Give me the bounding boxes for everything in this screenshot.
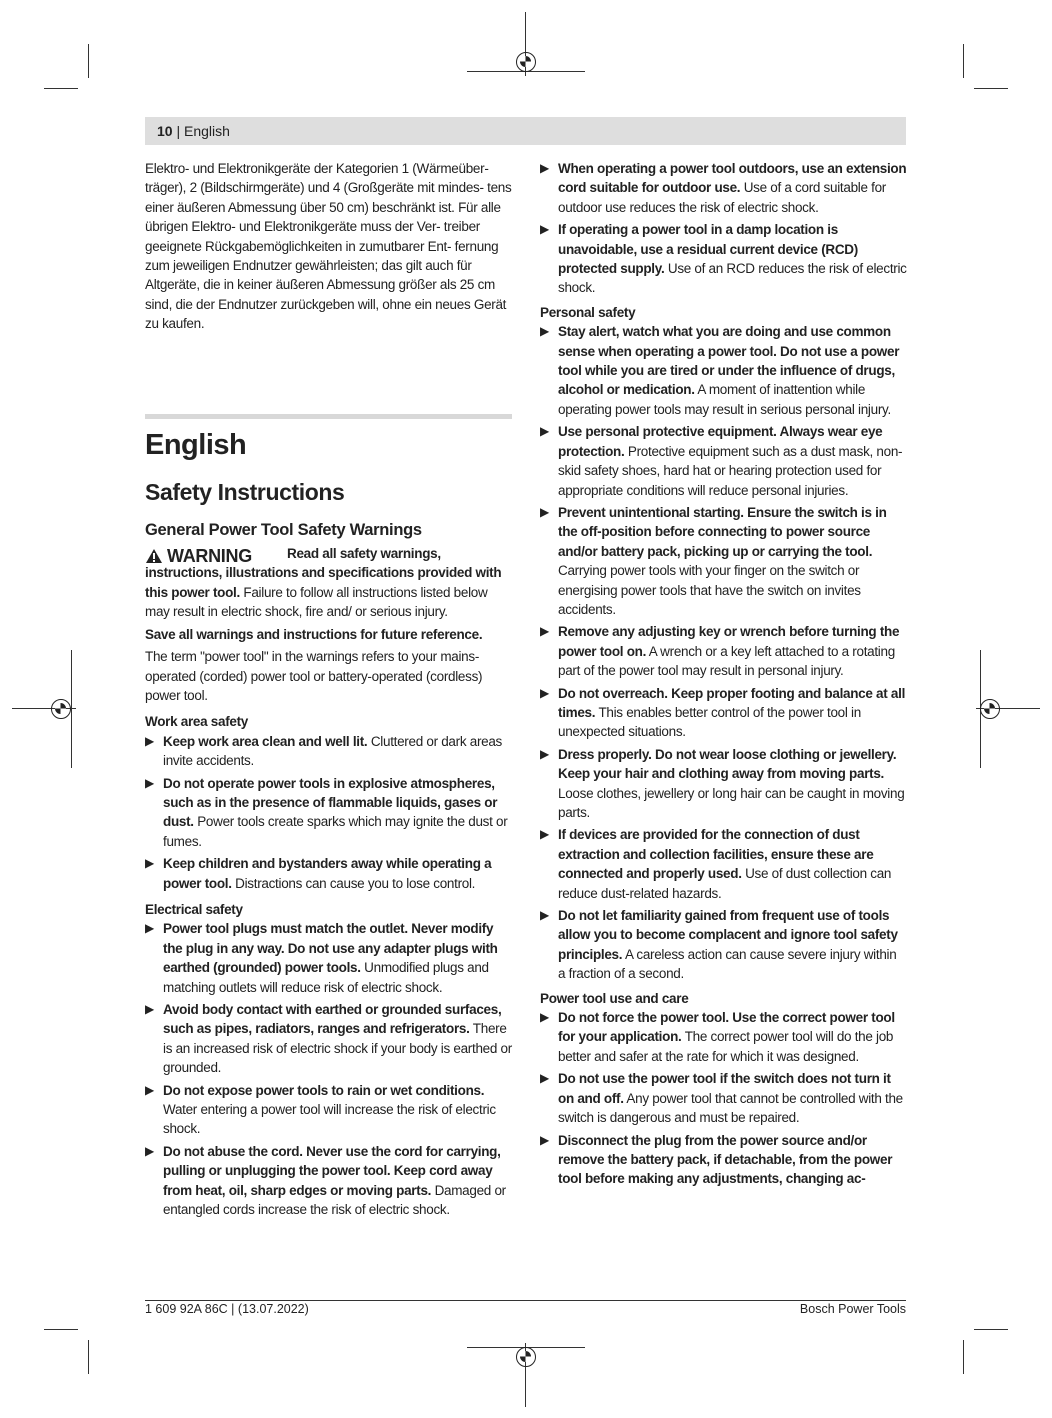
list-item: ▶ If operating a power tool in a damp location is unavoidable, use a residual current device (RCD) protected supply. Use of an RCD reduces the risk of electric shock. <box>540 222 907 296</box>
crop-mark <box>88 44 89 78</box>
footer-brand: Bosch Power Tools <box>799 1302 906 1316</box>
bullet-arrow-icon: ▶ <box>540 161 549 175</box>
bullet-arrow-icon: ▶ <box>540 827 549 842</box>
work-area-list <box>145 732 512 893</box>
right-column <box>540 159 907 1192</box>
subsection-title: General Power Tool Safety Warnings <box>145 520 422 539</box>
save-note: Save all warnings and instructions for future reference. <box>145 626 483 642</box>
list-item: ▶ Remove any adjusting key or wrench before turning the power tool on. A wrench or a key left attached to a rotating part of the power tool may result in personal injury. <box>540 624 900 679</box>
power-tool-use-heading: Power tool use and care <box>540 990 689 1006</box>
registration-icon <box>980 699 1000 719</box>
section-title: Safety Instructions <box>145 478 345 505</box>
list-item: ▶ Keep work area clean and well lit. Cluttered or dark areas invite accidents. <box>145 733 503 769</box>
list-item: ▶ Keep children and bystanders away while operating a power tool. Distractions can cause you to lose control. <box>145 856 492 891</box>
section-divider <box>145 414 512 419</box>
crop-mark <box>71 650 72 768</box>
header-language: English <box>184 123 230 139</box>
footer-doc-id: 1 609 92A 86C | (13.07.2022) <box>145 1302 309 1316</box>
bullet-arrow-icon: ▶ <box>540 222 549 237</box>
list-item: ▶ Do not use the power tool if the switch does not turn it on and off. Any power tool that cannot be controlled with the switch is dangerous and must be repaired. <box>540 1071 903 1126</box>
work-area-heading: Work area safety <box>145 714 249 730</box>
list-item: ▶ Do not operate power tools in explosive atmospheres, such as in the presence of flammable liquids, gases or dust. Power tools create sparks which may ignite the dust or fumes. <box>145 775 508 849</box>
list-item: ▶ When operating a power tool outdoors, use an extension cord suitable for outdoor use. Use of a cord suitable for outdoor use reduces the risk of electric shock. <box>540 161 907 215</box>
footer-rule <box>145 1300 906 1301</box>
bullet-arrow-icon: ▶ <box>145 733 154 748</box>
bullet-arrow-icon: ▶ <box>145 921 154 936</box>
list-item: ▶ Prevent unintentional starting. Ensure the switch is in the off-position before connecting to power source and/or battery pack, picking up or carrying the tool. Carrying power tools with your finger on the switch or energising power tools that have the switch on invites accidents. <box>540 504 887 617</box>
bullet-arrow-icon: ▶ <box>540 324 549 339</box>
list-item: ▶ Disconnect the plug from the power source and/or remove the battery pack, if detachable, from the power tool before making any adjustments, changing ac- <box>540 1132 893 1187</box>
crop-mark <box>963 1340 964 1374</box>
crop-mark <box>44 1329 78 1330</box>
bullet-arrow-icon: ▶ <box>540 424 549 439</box>
bullet-arrow-icon: ▶ <box>540 1010 549 1025</box>
crop-mark <box>974 1329 1008 1330</box>
list-item: ▶ Dress properly. Do not wear loose clothing or jewellery. Keep your hair and clothing away from moving parts. Loose clothes, jewellery or long hair can be caught in moving parts. <box>540 746 905 820</box>
bullet-arrow-icon: ▶ <box>145 1002 154 1016</box>
list-item: ▶ Do not overreach. Keep proper footing and balance at all times. This enables better control of the power tool in unexpected situations. <box>540 685 906 740</box>
list-item: ▶ Avoid body contact with earthed or grounded surfaces, such as pipes, radiators, ranges and refrigerators. There is an increased risk of electric shock if your body is earthed or grounded. <box>145 1002 512 1076</box>
bullet-arrow-icon: ▶ <box>540 685 549 700</box>
electrical-list-left <box>145 919 512 1219</box>
header-bar <box>145 117 906 145</box>
personal-heading: Personal safety <box>540 304 636 320</box>
electrical-heading: Electrical safety <box>145 901 243 917</box>
bullet-arrow-icon: ▶ <box>540 1071 549 1086</box>
bullet-arrow-icon: ▶ <box>540 504 549 519</box>
list-item: ▶ Power tool plugs must match the outlet. Never modify the plug in any way. Do not use any adapter plugs with earthed (grounded) power tools. Unmodified plugs and matching outlets will reduce risk of electric shock. <box>145 921 498 995</box>
bullet-arrow-icon: ▶ <box>540 1132 549 1147</box>
page-title: English <box>145 428 247 461</box>
crop-mark <box>963 44 964 78</box>
list-item: ▶ Stay alert, watch what you are doing and use common sense when operating a power tool. Do not use a power tool while you are tired or under the influence of drugs, alcohol or medication. A moment of inattention while operating power tools may result in serious personal injury. <box>540 324 900 417</box>
bullet-arrow-icon: ▶ <box>145 856 154 871</box>
bullet-arrow-icon: ▶ <box>145 775 154 790</box>
term-note: The term "power tool" in the warnings refers to your mains-operated (corded) power tool or battery-operated (cordless) power tool. <box>145 649 483 703</box>
warning-text: Failure to follow all instructions listed below may result in electric shock, fire and/ or serious injury. <box>145 584 488 620</box>
crop-mark <box>974 88 1008 89</box>
registration-icon <box>51 699 71 719</box>
bullet-arrow-icon: ▶ <box>540 746 549 761</box>
crop-mark <box>88 1340 89 1374</box>
registration-icon <box>516 52 536 72</box>
page-number: 10 <box>157 123 173 139</box>
personal-list <box>540 322 907 983</box>
bullet-arrow-icon: ▶ <box>540 908 549 923</box>
list-item: ▶ Do not force the power tool. Use the correct power tool for your application. The correct power tool will do the job better and safer at the rate for which it was designed. <box>540 1010 895 1064</box>
power-tool-use-list <box>540 1008 907 1189</box>
list-item: ▶ If devices are provided for the connection of dust extraction and collection facilities, ensure these are connected and properly used. Use of dust collection can reduce dust-related hazards. <box>540 827 892 901</box>
list-item: ▶ Do not abuse the cord. Never use the cord for carrying, pulling or unplugging the power tool. Keep cord away from heat, oil, sharp edges or moving parts. Damaged or entangled cords increase the risk of electric shock. <box>145 1143 506 1218</box>
page-header: 10 | English <box>157 123 230 139</box>
warning-block <box>145 547 512 622</box>
electrical-list-right <box>540 159 907 298</box>
warning-label: WARNING <box>145 547 287 566</box>
registration-icon <box>516 1347 536 1367</box>
list-item: ▶ Use personal protective equipment. Always wear eye protection. Protective equipment such as a dust mask, non-skid safety shoes, hard hat or hearing protection used for appropriate conditions will reduce personal injuries. <box>540 424 903 498</box>
bullet-arrow-icon: ▶ <box>540 624 549 639</box>
left-column <box>145 159 512 1222</box>
warning-bold-text: Read all safety warnings, instructions, illustrations and specifications provided with this power tool. <box>145 546 502 600</box>
list-item: ▶ Do not expose power tools to rain or wet conditions. Water entering a power tool will increase the risk of electric shock. <box>145 1082 496 1137</box>
bullet-arrow-icon: ▶ <box>145 1143 154 1158</box>
crop-mark <box>44 88 78 89</box>
bullet-arrow-icon: ▶ <box>145 1082 154 1097</box>
list-item: ▶ Do not let familiarity gained from frequent use of tools allow you to become complacent and ignore tool safety principles. A careless action can cause severe injury within a fraction of a second. <box>540 908 898 982</box>
intro-paragraph: Elektro- und Elektronikgeräte der Kategorien 1 (Wärmeüber- träger), 2 (Bildschirmgeräte) und 4 (Großgeräte mit mindes- tens einer äußeren Abmessung über 50 cm) beschränkt ist. Für alle übrigen Elektro- und Elektronikgeräte muss der Ver- treiber geeignete Rückgabemöglichkeiten in zumutbarer Ent- fernung zum jeweiligen Endnutzer gewährleisten; das gilt auch für Altgeräte, die in keiner äußeren Abmessung größer als 25 cm sind, die der Endnutzer zurückgeben will, ohne ein neues Gerät zu kaufen. <box>145 161 512 332</box>
